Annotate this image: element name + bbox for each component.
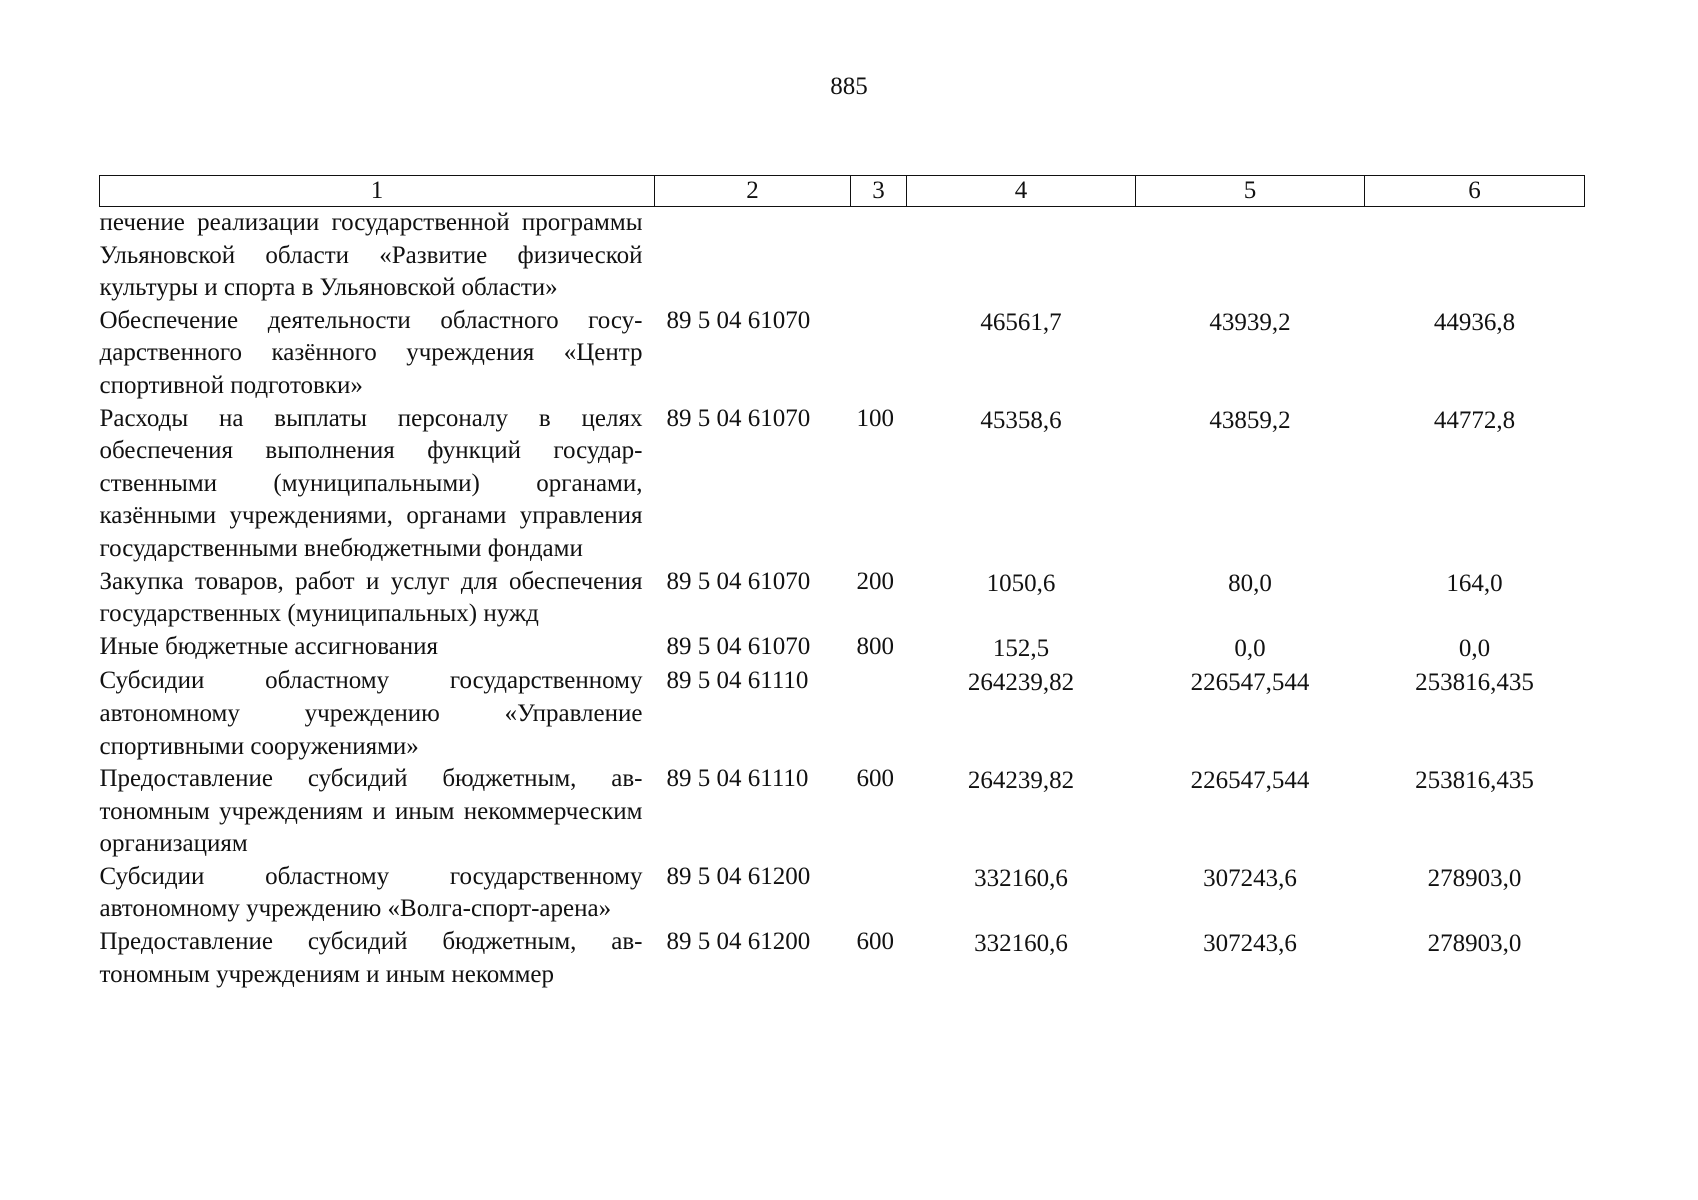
table-header [100,176,1585,207]
row-value-4: 264239,82 [967,669,1075,697]
table-row [100,403,1585,566]
row-value-6: 253816,435 [1415,669,1534,697]
row-description: печение реализации государственной программы Ульяновской области «Развитие физической культуры и спорта в Ульяновской области» [99,209,643,302]
table-row [100,631,1585,666]
row-value-5: 43859,2 [1209,406,1291,434]
row-code: 89 5 04 61200 [666,928,811,956]
table-row [100,763,1585,861]
header-col-4: 4 [907,176,1136,207]
row-value-4: 1050,6 [986,569,1056,597]
row-code: 89 5 04 61110 [666,667,809,695]
row-value-5 [1136,207,1365,305]
row-description: Расходы на выплаты персоналу в целях обеспечения выполнения функций государственными (муниципальными) органами, казёнными учреждениями, органами управления государственными внебюджетными фондами [99,404,643,562]
row-code: 89 5 04 61070 [666,306,811,334]
header-col-2: 2 [655,176,851,207]
row-expense-type: 100 [856,404,894,432]
row-value-5: 307243,6 [1203,864,1297,892]
page-number: 885 [830,73,868,100]
row-code: 89 5 04 61070 [666,404,811,432]
row-code: 89 5 04 61110 [666,765,809,793]
row-description: Закупка товаров, работ и услуг для обеспечения государственных (муниципальных) нужд [99,567,643,628]
row-code: 89 5 04 61070 [666,567,811,595]
row-value-4: 152,5 [992,634,1050,662]
row-value-4: 332160,6 [974,930,1068,958]
row-expense-type: 600 [856,928,894,956]
row-value-6 [1365,207,1585,305]
row-code [655,207,851,305]
row-expense-type [851,207,907,305]
row-expense-type: 600 [856,765,894,793]
row-expense-type [851,665,907,763]
table-row [100,861,1585,926]
row-expense-type: 200 [856,567,894,595]
budget-table [99,175,1585,991]
row-value-5: 0,0 [1234,634,1266,662]
row-description: Предоставление субсидий бюджетным, автономным учреждениям и иным некоммер [99,928,643,988]
row-description: Субсидии областному государственному автономному учреждению «Волга-спорт-арена» [99,862,643,923]
row-description: Субсидии областному государственному автономному учреждению «Управление спортивными сооружениями» [99,667,643,760]
row-value-6: 0,0 [1458,634,1491,662]
row-value-5: 226547,544 [1190,767,1310,795]
table-row [100,566,1585,631]
header-col-1: 1 [100,176,655,207]
row-value-5: 80,0 [1228,569,1272,597]
row-value-6: 278903,0 [1427,930,1522,958]
row-value-4: 46561,7 [980,308,1062,336]
row-value-6: 164,0 [1446,569,1503,597]
row-expense-type [851,861,907,926]
header-col-3: 3 [851,176,907,207]
row-expense-type [851,305,907,403]
table-body [100,207,1585,992]
row-value-5: 43939,2 [1209,308,1291,336]
row-value-5: 226547,544 [1190,669,1310,697]
row-value-6: 278903,0 [1427,864,1522,892]
table-row [100,926,1585,991]
row-value-6: 253816,435 [1415,767,1534,795]
row-value-6: 44772,8 [1433,406,1516,434]
row-code: 89 5 04 61070 [666,632,811,660]
row-value-4: 45358,6 [980,406,1062,434]
row-code: 89 5 04 61200 [666,862,811,890]
header-row [100,176,1585,207]
row-value-4: 264239,82 [967,767,1075,795]
row-value-4: 332160,6 [974,864,1068,892]
table-row [100,207,1585,305]
table-row [100,665,1585,763]
row-description: Иные бюджетные ассигнования [99,632,439,660]
row-value-5: 307243,6 [1203,930,1297,958]
row-description: Обеспечение деятельности областного государственного казённого учреждения «Центр спортивной подготовки» [99,306,643,399]
row-expense-type: 800 [856,632,894,660]
header-col-6: 6 [1365,176,1585,207]
row-value-6: 44936,8 [1433,308,1516,336]
header-col-5: 5 [1136,176,1365,207]
row-description: Предоставление субсидий бюджетным, автономным учреждениям и иным некоммерческим организациям [99,765,643,858]
table-row [100,305,1585,403]
row-value-4 [907,207,1136,305]
